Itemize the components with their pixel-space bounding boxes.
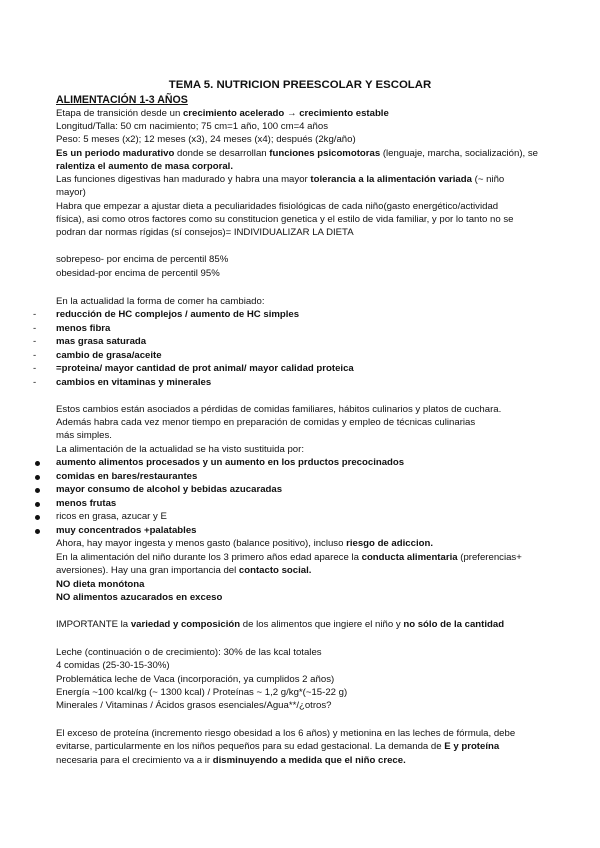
text-line: Es un periodo madurativo donde se desarrollan funciones psicomotoras (lenguaje, marcha, socialización), se (56, 148, 539, 159)
text-line: necesaria para el crecimiento va a ir disminuyendo a medida que el niño crece. (56, 755, 406, 766)
text-line: obesidad-por encima de percentil 95% (56, 268, 220, 279)
text-line: Además habra cada vez menor tiempo en preparación de comidas y empleo de técnicas culinarias (56, 417, 476, 428)
bullet-icon (35, 515, 40, 520)
list-item: mas grasa saturada (56, 336, 147, 347)
text-line: podran dar normas rígidas (sí consejos)= INDIVIDUALIZAR LA DIETA (56, 227, 354, 238)
list-item: cambios en vitaminas y minerales (56, 377, 212, 388)
text-line: Las funciones digestivas han madurado y habra una mayor tolerancia a la alimentación variada (~ niño (56, 174, 505, 185)
text-line: evitarse, particularmente en los niños pequeños para su edad gestacional. La demanda de E y proteína (56, 741, 500, 752)
text-line: mayor) (56, 187, 86, 198)
dash-marker: - (33, 323, 37, 334)
text-line: sobrepeso- por encima de percentil 85% (56, 254, 229, 265)
text-line: En la alimentación del niño durante los 3 primero años edad aparece la conducta alimentaria (preferencias+ (56, 552, 522, 563)
list-item: menos fibra (56, 323, 111, 334)
text-line: El exceso de proteína (incremento riesgo obesidad a los 6 años) y metionina en las leches de fórmula, debe (56, 728, 516, 739)
text-line: NO dieta monótona (56, 579, 145, 590)
text-line: IMPORTANTE la variedad y composición de los alimentos que ingiere el niño y no sólo de la cantidad (56, 619, 505, 630)
text-line: Estos cambios están asociados a pérdidas de comidas familiares, hábitos culinarios y platos de cuchara. (56, 404, 502, 415)
text-line: Leche (continuación o de crecimiento): 30% de las kcal totales (56, 647, 322, 658)
text-line: Minerales / Vitaminas / Ácidos grasos esenciales/Agua**/¿otros? (56, 700, 332, 711)
dash-marker: - (33, 309, 37, 320)
text-line: física), asi como otros factores como su constitucion genetica y el estilo de vida familiar, y por lo tanto no se (56, 214, 514, 225)
text-line: ralentiza el aumento de masa corporal. (56, 161, 234, 172)
text-line: Energía ~100 kcal/kg (~ 1300 kcal) / Proteínas ~ 1,2 g/kg*(~15-22 g) (56, 687, 348, 698)
text-line: más simples. (56, 430, 112, 441)
dash-marker: - (33, 377, 37, 388)
text-line: 4 comidas (25-30-15-30%) (56, 660, 170, 671)
dash-marker: - (33, 363, 37, 374)
text-line: Problemática leche de Vaca (incorporación, ya cumplidos 2 años) (56, 674, 335, 685)
page-title: TEMA 5. NUTRICION PREESCOLAR Y ESCOLAR (168, 79, 432, 91)
list-item: muy concentrados +palatables (56, 525, 197, 536)
list-item: reducción de HC complejos / aumento de HC simples (56, 309, 300, 320)
list-item: cambio de grasa/aceite (56, 350, 162, 361)
text-line: aversiones). Hay una gran importancia del contacto social. (56, 565, 312, 576)
bullet-icon (35, 488, 40, 493)
text-line: Habra que empezar a ajustar dieta a peculiaridades fisiológicas de cada niño(gasto energético/actividad (56, 201, 499, 212)
text-line: Etapa de transición desde un crecimiento acelerado → crecimiento estable (56, 108, 389, 119)
bullet-icon (35, 502, 40, 507)
dash-marker: - (33, 350, 37, 361)
text-line: NO alimentos azucarados en exceso (56, 592, 223, 603)
list-item: ricos en grasa, azucar y E (56, 511, 167, 522)
list-item: aumento alimentos procesados y un aumento en los prductos precocinados (56, 457, 405, 468)
list-item: =proteina/ mayor cantidad de prot animal/ mayor calidad proteica (56, 363, 354, 374)
list-item: mayor consumo de alcohol y bebidas azucaradas (56, 484, 283, 495)
list-item: menos frutas (56, 498, 117, 509)
bullet-icon (35, 461, 40, 466)
list-item: comidas en bares/restaurantes (56, 471, 198, 482)
dash-marker: - (33, 336, 37, 347)
bullet-icon (35, 529, 40, 534)
text-line: Peso: 5 meses (x2); 12 meses (x3), 24 meses (x4); después (2kg/año) (56, 134, 356, 145)
text-line: Longitud/Talla: 50 cm nacimiento; 75 cm=1 año, 100 cm=4 años (56, 121, 328, 132)
text-line: Ahora, hay mayor ingesta y menos gasto (balance positivo), incluso riesgo de adiccion. (56, 538, 434, 549)
text-line: La alimentación de la actualidad se ha visto sustituida por: (56, 444, 304, 455)
text-line: En la actualidad la forma de comer ha cambiado: (56, 296, 265, 307)
bullet-icon (35, 475, 40, 480)
section-heading: ALIMENTACIÓN 1-3 AÑOS (56, 94, 188, 106)
